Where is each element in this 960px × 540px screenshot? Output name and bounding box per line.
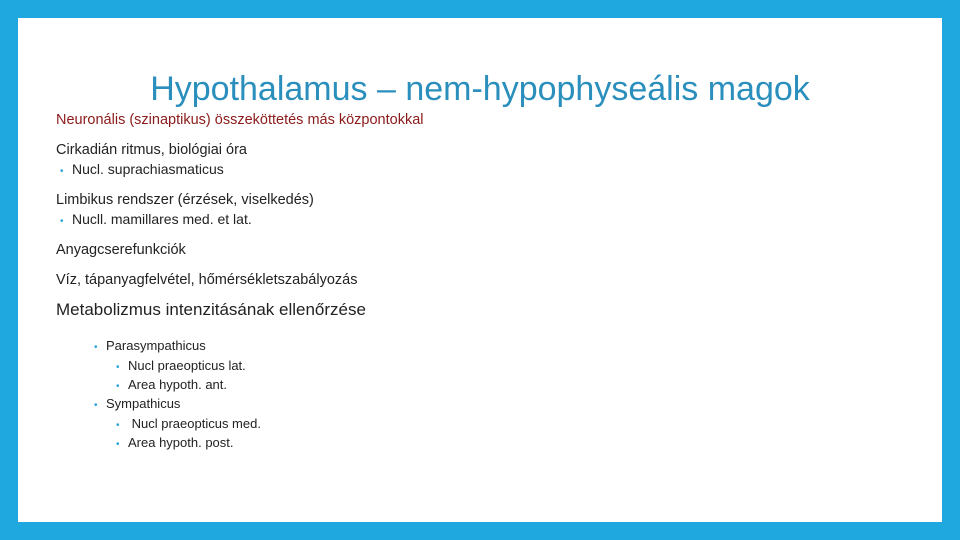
bullet-parasympathicus [94, 338, 206, 353]
bullet-sympathicus [94, 396, 180, 411]
heading-anyagcsere: Anyagcserefunkciók [56, 242, 186, 258]
bullet-dot-icon: • [116, 381, 120, 392]
bullet-dot-icon: • [116, 439, 120, 450]
bullet-text: Nucl. suprachiasmaticus [72, 161, 224, 177]
bullet-text: Parasympathicus [106, 338, 206, 353]
subtitle-line: Neuronális (szinaptikus) összeköttetés más központokkal [56, 112, 424, 128]
bullet-dot-icon: • [94, 400, 98, 411]
bullet-praeopticus-lat [116, 358, 246, 373]
heading-circadian: Cirkadián ritmus, biológiai óra [56, 142, 247, 158]
bullet-dot-icon: • [94, 342, 98, 353]
slide-title: Hypothalamus – nem-hypophyseális magok [150, 70, 810, 108]
heading-metabolizmus: Metabolizmus intenzitásának ellenőrzése [56, 300, 366, 319]
bullet-text: Nucll. mamillares med. et lat. [72, 211, 252, 227]
bullet-praeopticus-med [116, 416, 261, 431]
line-viz: Víz, tápanyagfelvétel, hőmérsékletszabályozás [56, 272, 358, 288]
bullet-text: Nucl praeopticus lat. [128, 358, 246, 373]
bullet-text: Area hypoth. ant. [128, 377, 228, 392]
bullet-mamillares [60, 211, 252, 227]
bullet-text: Nucl praeopticus med. [128, 416, 261, 431]
bullet-area-post [116, 435, 234, 450]
slide [18, 18, 942, 522]
bullet-dot-icon: • [116, 362, 120, 373]
bullet-text: Sympathicus [106, 396, 181, 411]
bullet-dot-icon: • [60, 166, 64, 177]
bullet-text: Area hypoth. post. [128, 435, 234, 450]
bullet-dot-icon: • [116, 420, 120, 431]
bullet-area-ant [116, 377, 227, 392]
bullet-dot-icon: • [60, 216, 64, 227]
heading-limbic: Limbikus rendszer (érzések, viselkedés) [56, 192, 314, 208]
bullet-suprachiasmaticus [60, 161, 224, 177]
